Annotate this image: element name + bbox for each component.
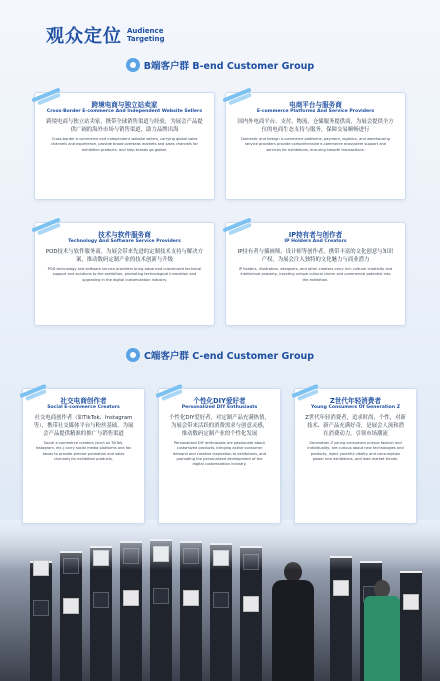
ribbon-icon: [220, 217, 258, 233]
card-desc-zh: 国内外电商平台、支付、物流、仓储服务提供商，为展会提供全方位的电商生态支持与服务，保障交易顺畅进行: [237, 119, 394, 133]
card-title-zh: IP持有者与创作者: [288, 231, 343, 239]
b-card-technology: [34, 222, 215, 326]
card-desc-en: Social e-commerce creators (such as TikTok, Instagram, etc.) carry social media platforms and fan bases to provide precise promotion and sales channels for exhibition products.: [35, 441, 132, 461]
card-title-zh: Z世代年轻消费者: [330, 397, 381, 405]
card-desc-en: IP holders, illustrators, designers, and other creators carry rich cultural creativity and intellectual property, injecting unique cultural charm and commercial potential into the exhibition.: [238, 267, 393, 282]
card-title-en: E-commerce Platforms And Service Providers: [256, 109, 375, 114]
card-desc-en: Personalized DIY enthusiasts are passionate about customized products, bringing active consumer demand and creative inspiration to exhibitions, and promoting the personalized development of the digital customization industry.: [173, 441, 266, 467]
card-title-en: Technology And Software Service Providers: [68, 239, 181, 244]
card-title-en: Cross-Border E-commerce And Independent Website Sellers: [46, 109, 203, 114]
card-desc-en: Cross-border e-commerce and independent website sellers, carrying global sales channels and experience, provide broad overseas markets and sales channels for exhibition products, and help brands go global.: [51, 137, 198, 152]
card-title-zh: 电商平台与服务商: [289, 101, 342, 109]
section-c-label: C端客户群 C-end Customer Group: [143, 351, 315, 362]
card-title-en: Young Consumers Of Generation Z: [310, 405, 401, 410]
card-desc-zh: 跨境电商与独立站卖家，携带全球销售渠道与经验，为展会产品提供广阔的海外市场与销售渠道，助力品牌出海: [46, 119, 203, 133]
card-title-zh: 个性化DIY爱好者: [193, 397, 246, 405]
c-card-diy-enthusiasts: [158, 388, 281, 524]
b-card-ip-holders: [225, 222, 406, 326]
card-desc-en: POD technology and software service providers bring advanced customized technical support and solutions to the exhibition, promoting technological innovation and upgrading in the digital customization industry.: [47, 267, 202, 282]
card-title-en: Personalized DIY Enthusiasts: [181, 405, 258, 410]
c-card-gen-z: [294, 388, 417, 524]
ribbon-icon: [153, 383, 191, 399]
exhibition-photo: [0, 520, 440, 681]
card-desc-en: Generation Z young consumers pursue fashion and individuality, are curious about new technologies and products, inject youthful vitality and consumption power into exhibitions, and lead market trends.: [307, 441, 404, 461]
card-desc-zh: Z世代年轻消费者，追求时尚、个性，对新技术、新产品充满好奇，是展会人流和潜在消费动力，引领市场潮流: [305, 415, 406, 437]
ribbon-icon: [220, 87, 258, 103]
card-title-zh: 跨境电商与独立站卖家: [91, 101, 158, 109]
card-desc-zh: 个性化DIY爱好者，对定制产品充满热情，为展会带来活跃的消费需求与创意灵感，推动数码定制产业的个性化发展: [169, 415, 270, 437]
page-title-en: Audience Targeting: [127, 27, 165, 43]
bullet-icon: [126, 58, 140, 72]
ribbon-icon: [29, 87, 67, 103]
c-card-social-creators: [22, 388, 145, 524]
section-c-header: [0, 348, 440, 362]
card-title-en: IP Holders And Creators: [284, 239, 347, 244]
card-title-en: Social E-commerce Creators: [47, 405, 120, 410]
ribbon-icon: [29, 217, 67, 233]
ribbon-icon: [289, 383, 327, 399]
b-card-ecommerce-platforms: [225, 92, 406, 200]
page-title: [46, 22, 165, 48]
card-title-zh: 技术与软件服务商: [98, 231, 151, 239]
section-b-label: B端客户群 B-end Customer Group: [143, 61, 315, 72]
b-card-cross-border: [34, 92, 215, 200]
ribbon-icon: [17, 383, 55, 399]
section-b-header: [0, 58, 440, 72]
card-desc-zh: IP持有者与插画师、设计师等创作者，携带丰富的文化创意与知识产权，为展会注入独特的文化魅力与商业潜力: [237, 249, 394, 263]
card-desc-zh: 社交电商创作者（如TikTok、Instagram等），携带社交媒体平台与粉丝基础，为展会产品提供精准的推广与销售渠道: [33, 415, 134, 437]
page-title-zh: 观众定位: [46, 26, 122, 47]
card-desc-en: Domestic and foreign e-commerce platforms, payment, logistics, and warehousing service providers provide comprehensive e-commerce ecosystem support and services for exhibitions, ensuring smooth transactions.: [241, 137, 390, 152]
bullet-icon: [126, 348, 140, 362]
card-title-zh: 社交电商创作者: [60, 397, 107, 405]
card-desc-zh: POD技术与软件服务商，为展会带来先进的定制技术支持与解决方案，推动数码定制产业的技术创新与升级: [45, 249, 204, 263]
